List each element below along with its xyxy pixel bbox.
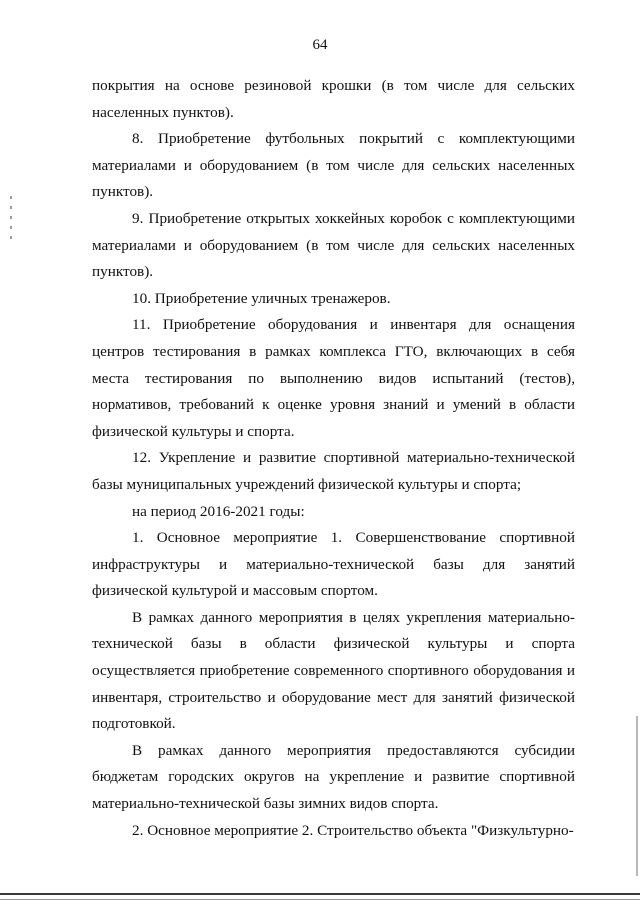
scan-artifact-edge <box>636 716 638 876</box>
scan-dot <box>10 226 12 229</box>
paragraph-item-12: 12. Укрепление и развитие спортивной материально-технической базы муниципальных учреждений физической культуры и спорта; <box>92 449 575 493</box>
paragraph-item-8: 8. Приобретение футбольных покрытий с комплектующими материалами и оборудованием (в том числе для сельских населенных пунктов). <box>92 130 575 201</box>
scan-bottom-edge <box>0 893 640 895</box>
scan-dot <box>10 196 12 199</box>
document-body <box>92 73 575 844</box>
paragraph-activity-1-details: В рамках данного мероприятия в целях укрепления материально-технической базы в области физической культуры и спорта осуществляется приобретение современного спортивного оборудования и инвентаря, строительство и оборудование мест для занятий физической подготовкой. <box>92 608 575 733</box>
page-number: 64 <box>312 37 328 53</box>
paragraph-item-9: 9. Приобретение открытых хоккейных коробок с комплектующими материалами и оборудованием (в том числе для сельских населенных пунктов). <box>92 209 575 281</box>
scan-artifact-dots <box>10 196 14 252</box>
scan-bottom-edge-lite <box>0 899 640 900</box>
paragraph-period: на период 2016-2021 годы: <box>132 502 305 520</box>
paragraph-item-10: 10. Приобретение уличных тренажеров. <box>132 289 391 307</box>
scan-dot <box>10 216 12 219</box>
paragraph-continuation: покрытия на основе резиновой крошки (в том числе для сельских населенных пунктов). <box>92 77 575 121</box>
scan-dot <box>10 206 12 209</box>
paragraph-main-activity-2: 2. Основное мероприятие 2. Строительство объекта "Физкультурно- <box>132 821 574 839</box>
paragraph-main-activity-1: 1. Основное мероприятие 1. Совершенствование спортивной инфраструктуры и материально-технической базы для занятий физической культурой и массовым спортом. <box>92 529 575 600</box>
paragraph-item-11: 11. Приобретение оборудования и инвентаря для оснащения центров тестирования в рамках комплекса ГТО, включающих в себя места тестирования по выполнению видов испытаний (тестов), нормативов, требований к оценке уровня знаний и умений в области физической культуры и спорта. <box>92 316 575 440</box>
scan-dot <box>10 236 12 239</box>
paragraph-activity-1-subsidies: В рамках данного мероприятия предоставляются субсидии бюджетам городских округов на укрепление и развитие спортивной материально-технической базы зимних видов спорта. <box>92 741 575 813</box>
